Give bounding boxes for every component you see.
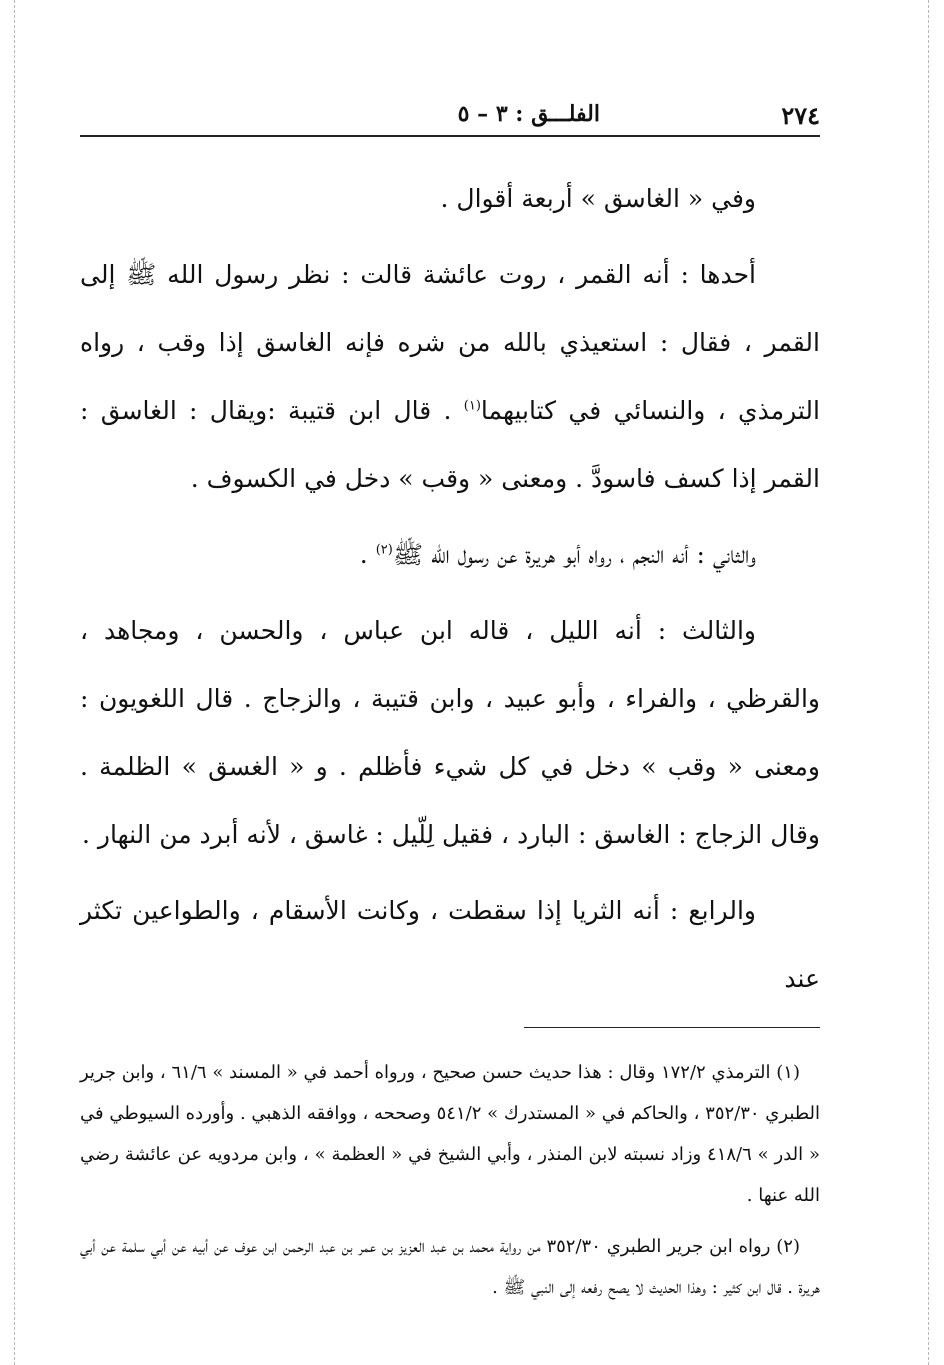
paragraph-intro: وفي « الغاسق » أربعة أقوال . [440, 184, 756, 213]
page-header [80, 95, 820, 137]
paragraph-first-rest: . قال ابن قتيبة :ويقال : الغاسق : القمر إذا كسف فاسودَّ . ومعنى « وقب » دخل في الكسوف . [80, 396, 820, 493]
footnote-ref-2[interactable]: (٢) [375, 542, 393, 558]
paragraph-third-saying: والثالث : أنه الليل ، قاله ابن عباس ، والحسن ، ومجاهد ، والقرظي ، والفراء ، وأبو عبيد ، وابن قتيبة ، والزجاج . قال اللغويون : ومعنى « وقب » دخل في كل شيء فأظلم . و « الغسق » الظلمة . وقال الزجاج : الغاسق : البارد ، فقيل لِلّيل : غاسق ، لأنه أبرد من النهار . [80, 616, 820, 849]
footnote-ref-1[interactable]: (١) [463, 398, 481, 414]
scan-edge-left [14, 0, 15, 1365]
page-number: ٢٧٤ [781, 101, 820, 130]
paragraph-first-saying [80, 241, 820, 513]
footnote-divider [524, 1027, 820, 1028]
paragraph-fourth-saying: والرابع : أنه الثريا إذا سقطت ، وكانت الأسقام ، والطواعين تكثر عند [80, 896, 820, 993]
paragraph-second-saying [80, 521, 820, 589]
book-page [80, 95, 820, 1318]
footnotes [80, 1052, 820, 1308]
paragraph-second-end: . [359, 540, 376, 569]
scan-edge-right [928, 0, 929, 1365]
footnote-2: (٢) رواه ابن جرير الطبري ٣٥٢/٣٠ من رواية محمد بن عبد العزيز بن عمر بن عبد الرحمن ابن عوف عن أبيه عن أبي سلمة عن أبي هريرة . قال ابن كثير : وهذا الحديث لا يصح رفعه إلى النبي ﷺ . [80, 1236, 820, 1298]
main-text [80, 165, 820, 1013]
paragraph-first-text: أحدها : أنه القمر ، روت عائشة قالت : نظر رسول الله ﷺ إلى القمر ، فقال : استعيذي بالله من شره فإنه الغاسق إذا وقب ، رواه الترمذي ، والنسائي في كتابيهما [80, 260, 820, 425]
footnote-1: (١) الترمذي ١٧٢/٢ وقال : هذا حديث حسن صحيح ، ورواه أحمد في « المسند » ٦١/٦ ، وابن جرير الطبري ٣٥٢/٣٠ ، والحاكم في « المستدرك » ٥٤١/٢ وصححه ، ووافقه الذهبي . وأورده السيوطي في « الدر » ٤١٨/٦ وزاد نسبته لابن المنذر ، وأبي الشيخ في « العظمة » ، وابن مردويه عن عائشة رضي الله عنها . [80, 1062, 820, 1206]
paragraph-second-text: والثاني : أنه النجم ، رواه أبو هريرة عن رسول الله ﷺ [392, 540, 756, 569]
running-head: الفلـــق : ٣ – ٥ [457, 101, 600, 127]
